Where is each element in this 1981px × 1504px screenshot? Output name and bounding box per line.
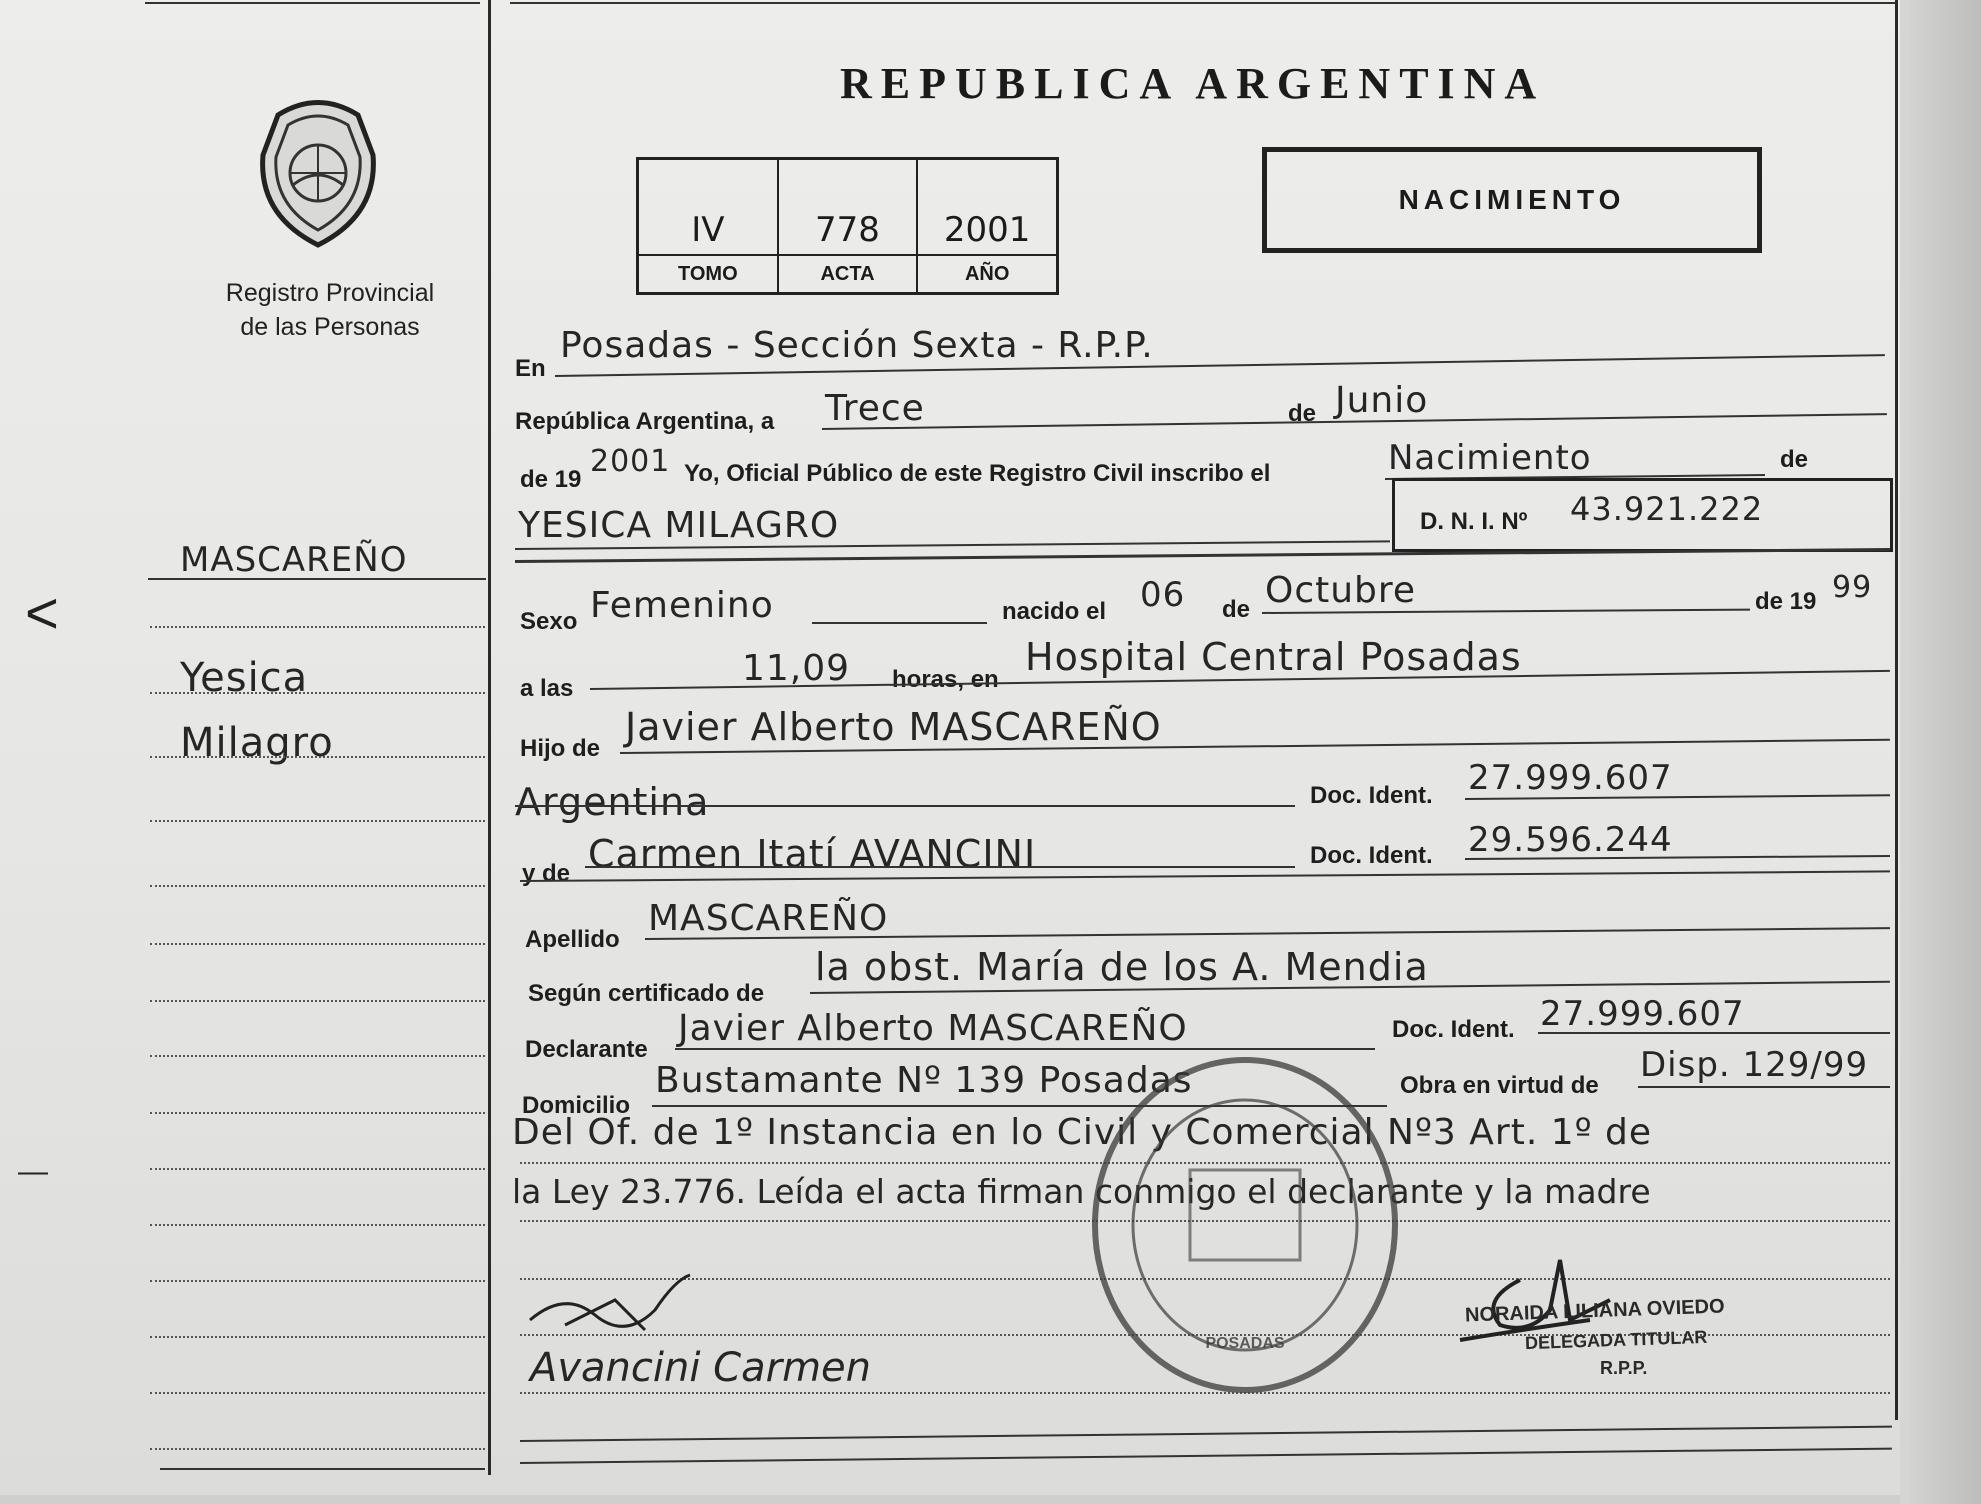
ano-value: 2001 [943,210,1031,250]
top-rule-right [510,2,1895,4]
margin-dotted-line [150,1168,485,1170]
republica-label: República Argentina, a [515,408,775,435]
birth-day: 06 [1140,575,1186,615]
ano-cell [918,160,1056,292]
margin-dotted-line [150,756,485,758]
doc3-value: 27.999.607 [1540,994,1745,1034]
en-value: Posadas - Sección Sexta - R.P.P. [560,325,1154,366]
margin-bottom-rule [160,1468,485,1470]
en-label: En [515,355,546,382]
doc3-label: Doc. Ident. [1392,1016,1515,1043]
margin-dotted-line [150,1055,485,1057]
stamp-city: POSADAS [1205,1335,1285,1352]
official-office: R.P.P. [1600,1358,1648,1378]
birth-year: 99 [1832,570,1873,605]
tomo-label: TOMO [639,254,777,292]
father-value: Javier Alberto MASCAREÑO [625,705,1162,749]
horas-label: horas, en [892,666,999,693]
tomo-cell [639,160,779,292]
form-line [1538,1032,1890,1034]
birth-month: Octubre [1265,570,1417,611]
margin-dotted-line [150,1392,485,1394]
margin-divider [488,0,491,1475]
de3-label: de [1222,596,1251,623]
margin-dotted-line [150,1336,485,1338]
child-name: YESICA MILAGRO [518,505,840,546]
doc2-label: Doc. Ident. [1310,842,1433,869]
place-value: Hospital Central Posadas [1025,635,1522,679]
dni-label: D. N. I. Nº [1420,508,1528,535]
registry-line-1: Registro Provincial [225,279,435,307]
margin-dotted-line [150,1224,485,1226]
top-rule-left [145,2,480,4]
father-nationality: Argentina [515,780,710,824]
mother-value: Carmen Itatí AVANCINI [588,832,1037,876]
de-label: de [1288,400,1317,427]
registry-line-2: de las Personas [240,313,420,341]
acto-value: Nacimiento [1388,438,1592,478]
tomo-value: IV [691,210,725,250]
apellido-label: Apellido [525,926,620,953]
mother-signature: Avancini Carmen [530,1345,871,1391]
month-value: Junio [1335,380,1429,421]
year-prefix-label: de 19 [520,466,582,493]
domicilio-value: Bustamante Nº 139 Posadas [655,1060,1193,1101]
form-right-border [1895,0,1898,1420]
yo-label: Yo, Oficial Público de este Registro Civil inscribo el [684,460,1271,487]
nacido-label: nacido el [1002,598,1107,625]
acta-value: 778 [815,210,880,250]
dni-value: 43.921.222 [1570,490,1764,528]
sexo-label: Sexo [520,608,578,635]
year-value: 2001 [590,444,671,479]
margin-dotted-line [150,943,485,945]
margin-dotted-line [150,820,485,822]
margin-dotted-line [150,1112,485,1114]
binding-mark-icon: — [18,1155,48,1188]
margin-dotted-line [150,1448,485,1450]
margin-dotted-line [150,692,485,694]
doc1-label: Doc. Ident. [1310,782,1433,809]
cert-value: la obst. María de los A. Mendia [815,945,1429,989]
hora-value: 11,09 [742,648,851,689]
hijo-label: Hijo de [520,735,601,762]
acta-cell [779,160,919,292]
de2-label: de [1780,446,1809,473]
doc2-value: 29.596.244 [1468,820,1673,860]
form-line [515,805,1295,807]
y-de-label: y de [522,860,571,887]
margin-dotted-line [150,1000,485,1002]
record-type-box: NACIMIENTO [1262,147,1762,253]
cert-label: Según certificado de [528,980,765,1007]
registry-name [180,276,480,344]
margin-dotted-line [150,626,485,628]
day-value: Trece [825,388,925,429]
a-las-label: a las [520,675,574,702]
birth-year-label: de 19 [1755,588,1817,615]
form-line [1638,1086,1890,1088]
note-line-2: la Ley 23.776. Leída el acta firman conmigo el declarante y la madre [512,1172,1651,1211]
margin-name-2: Milagro [180,720,334,766]
page-edge-shadow [1900,0,1981,1504]
page-title: REPUBLICA ARGENTINA [840,59,1546,108]
obra-label: Obra en virtud de [1400,1072,1599,1099]
obra-value: Disp. 129/99 [1640,1045,1869,1085]
ano-label: AÑO [918,254,1056,292]
margin-dotted-line [150,1280,485,1282]
margin-surname: MASCAREÑO [180,540,408,580]
form-line [812,622,987,624]
binding-hole-icon: < [25,581,59,646]
official-stamp-icon [1085,1050,1405,1400]
apellido-value: MASCAREÑO [648,898,889,939]
official-name: NORAIDA LILIANA OVIEDO [1464,1295,1725,1327]
domicilio-label: Domicilio [522,1092,631,1119]
note-line-1: Del Of. de 1º Instancia en lo Civil y Comercial Nº3 Art. 1º de [512,1112,1653,1153]
provincial-seal-icon [248,95,388,255]
margin-rule [148,578,486,580]
form-line [585,866,1295,868]
doc1-value: 27.999.607 [1468,758,1673,798]
declarante-value: Javier Alberto MASCAREÑO [678,1008,1188,1049]
record-number-box [636,157,1059,295]
margin-dotted-line [150,885,485,887]
mother-signature-scribble-icon [525,1270,705,1350]
margin-name-1: Yesica [180,655,309,701]
acta-label: ACTA [779,254,917,292]
official-title: DELEGADA TITULAR [1524,1326,1708,1354]
sexo-value: Femenino [590,585,774,626]
declarante-label: Declarante [525,1036,648,1063]
